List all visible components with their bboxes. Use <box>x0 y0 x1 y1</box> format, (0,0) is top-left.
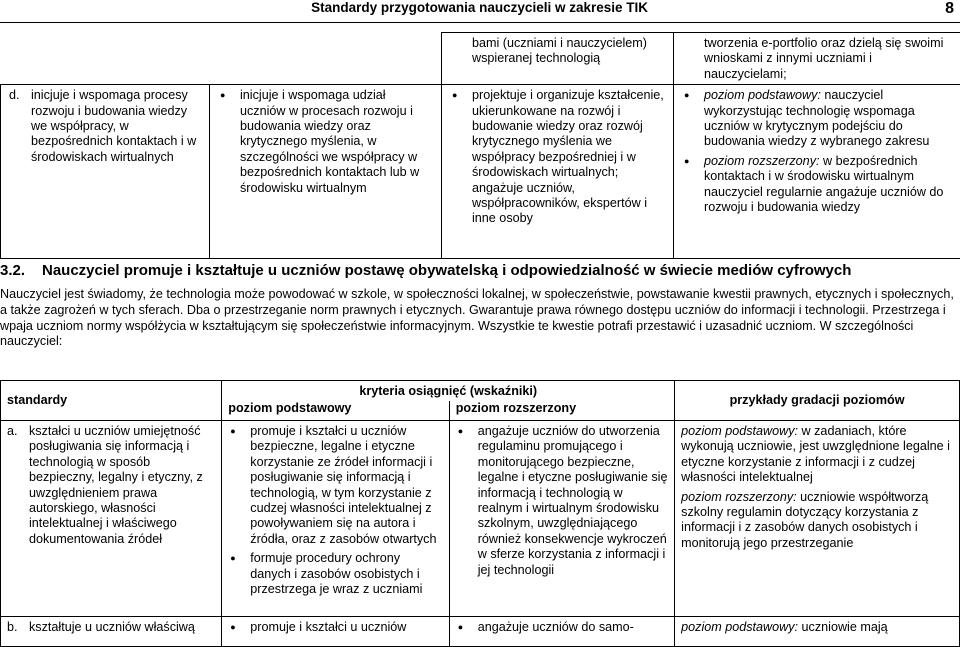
bullet-item: ● formuje procedury ochrony danych i zasobów osobistych i przestrzega je wraz z uczniami <box>228 551 442 597</box>
level-label: poziom rozszerzony: <box>704 154 819 168</box>
table-row <box>1 33 960 85</box>
extended-level-cell <box>442 33 674 85</box>
example-text: w zadaniach, które wykonują uczniowie, jest uwzględnione legalne i etyczne korzystanie z informacji i z cudzej własności intelektualnej <box>681 424 950 484</box>
section-heading <box>0 262 960 279</box>
section-number: 3.2. <box>0 262 42 279</box>
header-examples: przykłady gradacji poziomów <box>675 381 960 421</box>
standard-text: kształtuje u uczniów właściwą <box>29 620 195 635</box>
examples-cell <box>674 33 960 85</box>
item-letter: a. <box>7 424 29 547</box>
basic-level-cell <box>222 617 449 647</box>
page-header <box>0 0 960 24</box>
bullet-item: ● promuje i kształci u uczniów bezpieczne, legalne i etyczne korzystanie ze źródeł informacji i posługiwanie się informacją i technologią, w tym korzystanie z cudzej własności intelektualnej z powoływaniem się na autora i źródła, oraz z zasobów otwartych <box>228 424 442 547</box>
example-item <box>681 490 953 552</box>
bullet-item: ● promuje i kształci u uczniów <box>228 620 442 635</box>
table-row <box>1 421 960 617</box>
header-basic: poziom podstawowy <box>222 401 449 421</box>
level-label: poziom podstawowy: <box>704 88 821 102</box>
standards-table <box>0 380 960 647</box>
example-text: uczniowie współtworzą szkolny regulamin dotyczący korzystania z informacji i z zasobów danych osobistych i monitorują jego przestrzeganie <box>681 490 928 550</box>
bullet-item: ● inicjuje i wspomaga udział uczniów w procesach rozwoju i budowania wiedzy oraz krytycznego myślenia, w szczególności we współpracy w bezpośrednich kontaktach lub w środowisku wirtualnym <box>218 88 433 196</box>
level-label: poziom podstawowy: <box>681 424 798 438</box>
basic-level-cell <box>222 421 449 617</box>
standards-table-continued <box>0 32 960 259</box>
example-text: nauczyciel wykorzystując technologię wspomaga uczniów w krytycznym podejściu do budowania wiedzy z wybranego zakresu <box>704 88 929 148</box>
item-letter: b. <box>7 620 29 635</box>
standard-text: inicjuje i wspomaga procesy rozwoju i budowania wiedzy we współpracy, w bezpośrednich kontaktach i w środowiskach wirtualnych <box>31 88 201 165</box>
table-row <box>1 85 960 259</box>
example-text: uczniowie mają <box>798 620 888 634</box>
standard-cell <box>1 421 222 617</box>
standard-cell <box>1 617 222 647</box>
empty-cell <box>210 33 442 85</box>
examples-cell <box>675 421 960 617</box>
level-label: poziom podstawowy: <box>681 620 798 634</box>
basic-level-cell <box>210 85 442 259</box>
header-title: Standardy przygotowania nauczycieli w zakresie TIK <box>311 0 648 15</box>
table-row <box>1 617 960 647</box>
standard-cell <box>1 85 210 259</box>
bullet-item <box>682 88 952 150</box>
example-text: w bezpośrednich kontaktach i w środowisku wirtualnym nauczyciel regularnie angażuje uczniów do rozwoju i budowania wiedzy <box>704 154 943 214</box>
header-rule <box>0 22 960 23</box>
item-letter: d. <box>9 88 31 165</box>
cell-text: tworzenia e-portfolio oraz dzielą się swoimi wnioskami z innymi uczniami i nauczycielami; <box>682 36 952 82</box>
cell-text: bami (uczniami i nauczycielem) wspieranej technologią <box>450 36 665 67</box>
empty-cell <box>1 33 210 85</box>
page-number: 8 <box>945 0 954 18</box>
extended-level-cell <box>449 421 674 617</box>
example-item <box>681 424 953 486</box>
header-extended: poziom rozszerzony <box>449 401 674 421</box>
table-header-row <box>1 381 960 401</box>
header-criteria: kryteria osiągnięć (wskaźniki) <box>222 381 675 401</box>
bullet-item: ● angażuje uczniów do samo- <box>456 620 668 635</box>
examples-cell <box>674 85 960 259</box>
extended-level-cell <box>449 617 674 647</box>
bullet-item <box>682 154 952 216</box>
examples-cell <box>675 617 960 647</box>
level-label: poziom rozszerzony: <box>681 490 796 504</box>
extended-level-cell <box>442 85 674 259</box>
bullet-item: ● projektuje i organizuje kształcenie, ukierunkowane na rozwój i budowanie wiedzy oraz rozwój krytycznego myślenia we współpracy bezpośredniej i w środowiskach wirtualnych; angażuje uczniów, współpracowników, ekspertów i inne osoby <box>450 88 665 227</box>
header-standards: standardy <box>1 381 222 421</box>
section-title: Nauczyciel promuje i kształtuje u uczniów postawę obywatelską i odpowiedzialność w świecie mediów cyfrowych <box>42 262 851 279</box>
standard-text: kształci u uczniów umiejętność posługiwania się informacją i technologią w sposób bezpieczny, legalny i etyczny, z uwzględnieniem prawa autorskiego, własności intelektualnej i właściwego dokumentowania źródeł <box>29 424 215 547</box>
bullet-item: ● angażuje uczniów do utworzenia regulaminu promującego i monitorującego bezpieczne, legalne i etyczne posługiwanie się informacją i technologią w realnym i wirtualnym środowisku szkolnym, uwzględniającego również konsekwencje wykroczeń w sferze korzystania z informacji i jej technologii <box>456 424 668 578</box>
section-paragraph: Nauczyciel jest świadomy, że technologia może powodować w szkole, w społeczności lokalnej, w społeczeństwie, powstawanie kwestii prawnych, etycznych i społecznych, a także zagrożeń w tych sferach. Dba o przestrzeganie norm prawnych i etycznych. Gwarantuje prawa równego dostępu uczniów do informacji i technologii. Przestrzega i wpaja uczniom normy współżycia w kształtującym się społeczeństwie informacyjnym. Wszystkie te kwestie potrafi przestawić i uzasadnić uczniom. W szczególności nauczyciel: <box>0 287 958 350</box>
